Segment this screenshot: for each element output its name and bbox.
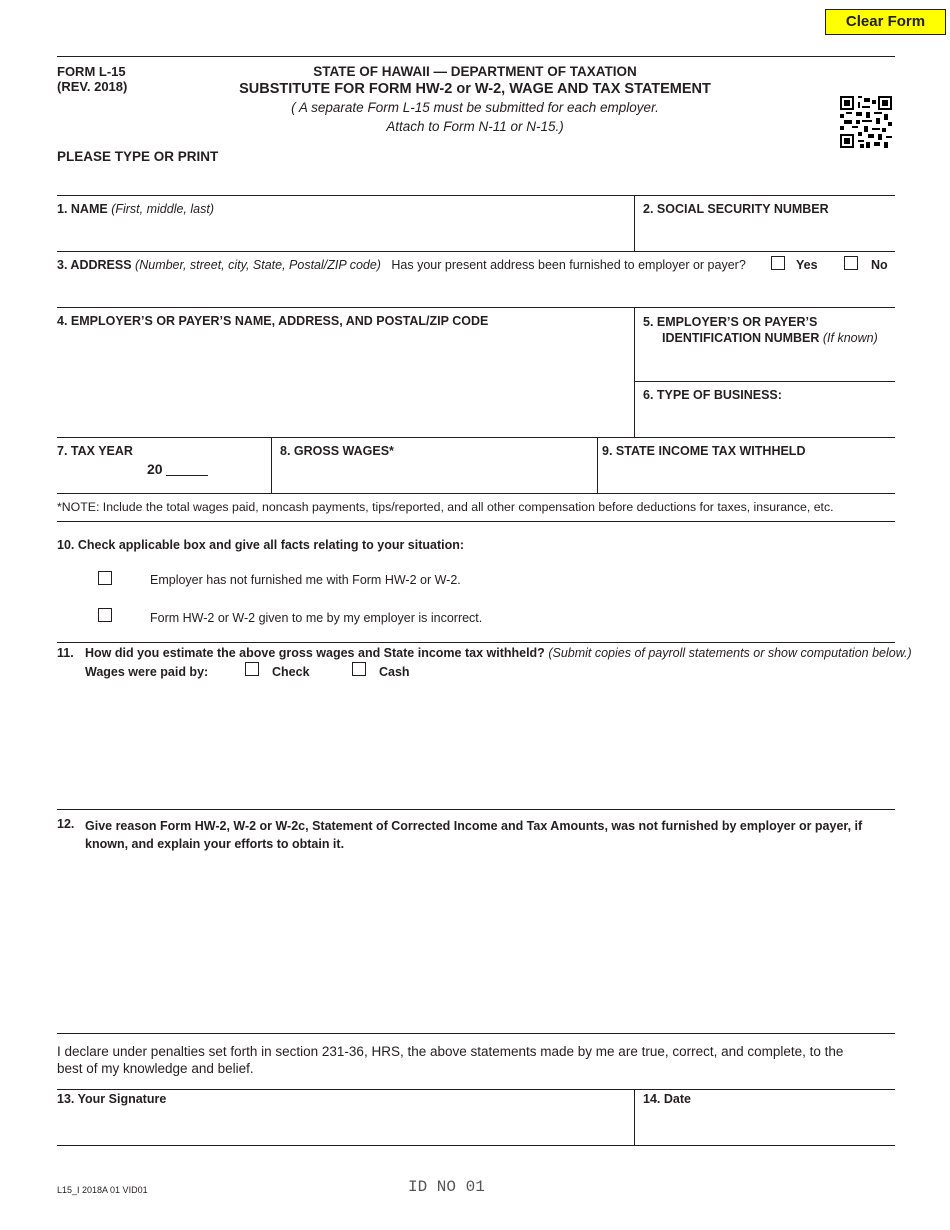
address-question: Has your present address been furnished to employer or payer? [391,258,746,272]
check-label: Check [272,665,310,679]
employer-field[interactable]: 4. EMPLOYER’S OR PAYER’S NAME, ADDRESS, AND POSTAL/ZIP CODE [57,314,489,328]
paid-by-check-checkbox[interactable] [245,662,259,676]
please-type-note: PLEASE TYPE OR PRINT [57,149,219,164]
wages-paid-by-label: Wages were paid by: [85,665,209,679]
id-number: ID NO 01 [408,1178,485,1196]
q10-title: 10. Check applicable box and give all facts relating to your situation: [57,538,465,552]
q11-number: 11. [57,646,74,660]
q12-answer-area[interactable] [57,860,895,1025]
form-title: SUBSTITUTE FOR FORM HW-2 or W-2, WAGE AND TAX STATEMENT [239,81,711,97]
address-hint: (Number, street, city, State, Postal/ZIP code) [135,258,381,272]
ssn-field[interactable]: 2. SOCIAL SECURITY NUMBER [643,202,829,216]
address-label: 3. ADDRESS [57,258,132,272]
name-label: 1. NAME [57,202,108,216]
form-subtitle-1: ( A separate Form L-15 must be submitted for each employer. [291,100,659,115]
employer-id-field[interactable] [643,314,878,346]
cash-label: Cash [379,665,410,679]
q12-line-1: Give reason Form HW-2, W-2 or W-2c, Statement of Corrected Income and Tax Amounts, was not furnished by employer or payer, if [85,819,863,833]
address-field[interactable] [57,258,746,272]
agency-title: STATE OF HAWAII — DEPARTMENT OF TAXATION [313,64,637,79]
q11-answer-area[interactable] [57,685,895,805]
tax-year-prefix: 20 [147,461,163,477]
yes-label: Yes [796,258,818,272]
q12-line-2: known, and explain your efforts to obtain it. [85,837,345,851]
tax-year-label: 7. TAX YEAR [57,444,133,458]
clear-form-button[interactable]: Clear Form [825,9,946,35]
form-header [200,64,750,136]
form-subtitle-2: Attach to Form N-11 or N-15.) [386,119,564,134]
state-tax-withheld-field[interactable]: 9. STATE INCOME TAX WITHHELD [602,444,806,458]
q11-title: How did you estimate the above gross wages and State income tax withheld? [85,646,545,660]
declaration-line-1: I declare under penalties set forth in section 231-36, HRS, the above statements made by me are true, correct, and complete, to the [57,1044,844,1059]
gross-wages-field[interactable]: 8. GROSS WAGES* [280,444,394,458]
q12-number: 12. [57,817,75,831]
date-field[interactable]: 14. Date [643,1092,691,1106]
declaration [57,1043,843,1077]
q10-option-2: Form HW-2 or W-2 given to me by my employer is incorrect. [150,611,483,625]
q10-incorrect-checkbox[interactable] [98,608,112,622]
q10-not-furnished-checkbox[interactable] [98,571,112,585]
qr-code-icon [840,96,892,148]
no-label: No [871,258,888,272]
name-field[interactable] [57,202,214,216]
name-hint: (First, middle, last) [111,202,214,216]
address-yes-checkbox[interactable] [771,256,785,270]
q11-hint: (Submit copies of payroll statements or show computation below.) [548,646,912,660]
q10-option-1: Employer has not furnished me with Form HW-2 or W-2. [150,573,461,587]
declaration-line-2: best of my knowledge and belief. [57,1061,254,1076]
business-type-field[interactable]: 6. TYPE OF BUSINESS: [643,388,782,402]
form-code: L15_I 2018A 01 VID01 [57,1185,148,1195]
address-no-checkbox[interactable] [844,256,858,270]
q12-question [85,817,862,853]
tax-year-input[interactable] [166,475,208,476]
form-number: FORM L-15 (REV. 2018) [57,64,128,94]
wages-note: *NOTE: Include the total wages paid, noncash payments, tips/reported, and all other compensation before deductions for taxes, insurance, etc. [57,500,834,514]
q11-question [85,646,912,660]
employer-id-label-2: IDENTIFICATION NUMBER [662,331,820,345]
employer-id-hint: (If known) [822,331,878,345]
employer-id-label-1: 5. EMPLOYER’S OR PAYER’S [643,315,818,329]
paid-by-cash-checkbox[interactable] [352,662,366,676]
signature-field[interactable]: 13. Your Signature [57,1092,167,1106]
